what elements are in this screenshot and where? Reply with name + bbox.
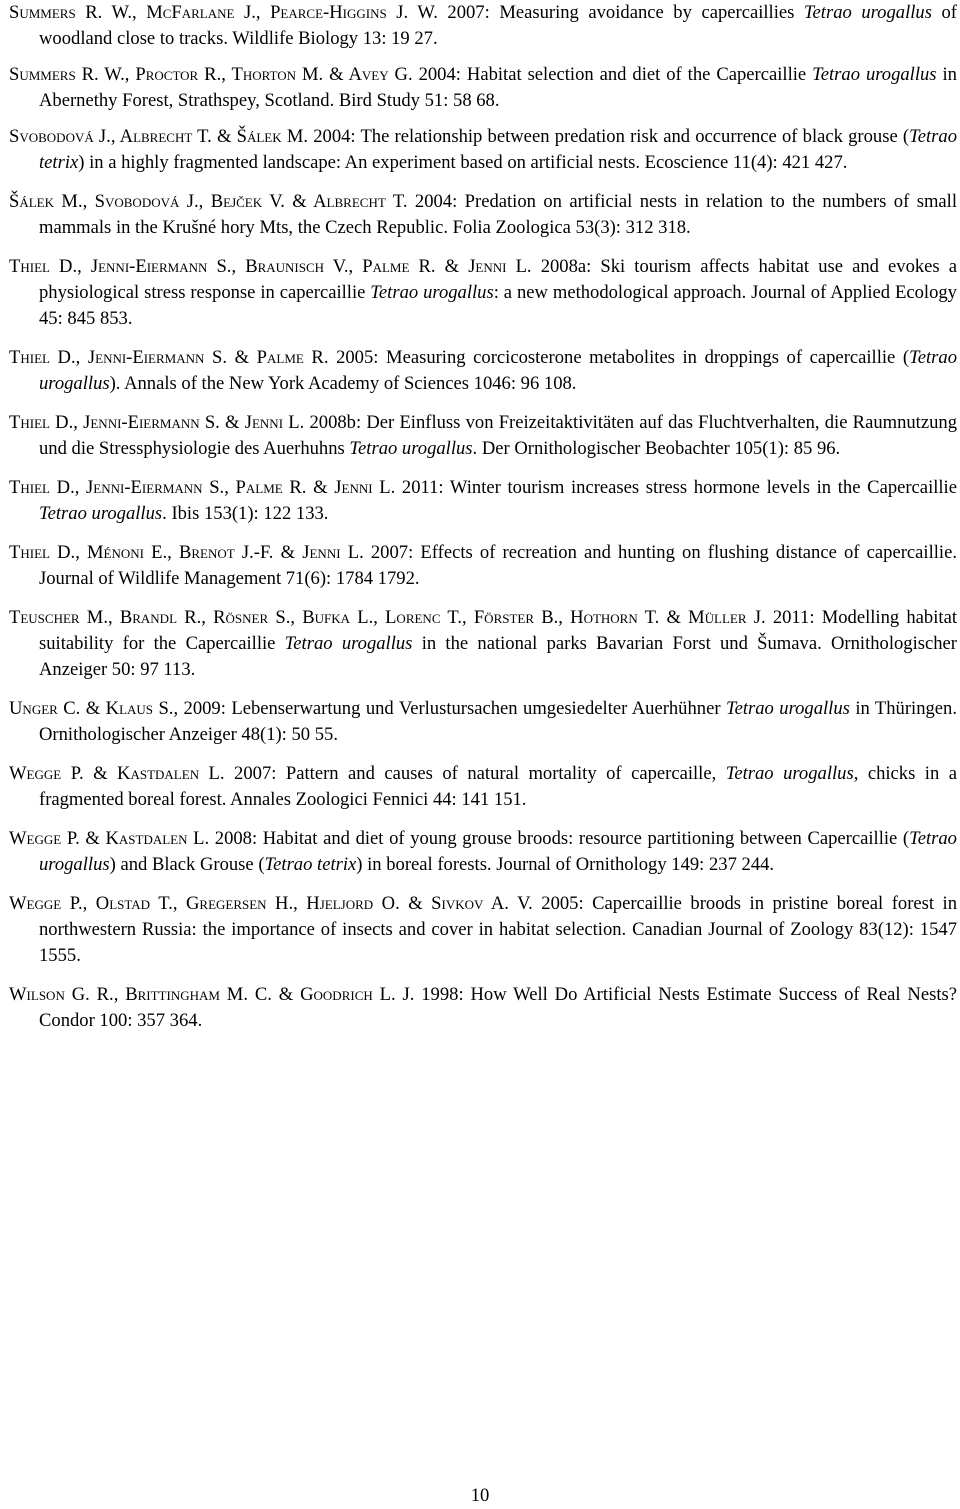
reference-entry — [9, 761, 957, 813]
ref-text: 2004: The relationship between predation risk and occurrence of black grouse ( — [308, 126, 910, 147]
ref-species-name: Tetrao urogallus — [349, 438, 473, 459]
reference-entry — [9, 62, 957, 114]
ref-text: 2008b: Der Einfluss von Freizeitaktivitäten auf das Fluchtverhalten, die Raumnutzung und die Stressphysiologie des Auerhuhns — [39, 412, 957, 459]
ref-species-name: Tetrao tetrix — [264, 854, 357, 875]
ref-species-name: Tetrao urogallus — [725, 698, 850, 719]
reference-entry — [9, 475, 957, 527]
ref-text: 2008: Habitat and diet of young grouse broods: resource partitioning between Capercaillie ( — [209, 828, 910, 849]
ref-authors: Thiel D., Jenni-Eiermann S. & Palme R. — [9, 347, 329, 368]
ref-authors: Thiel D., Ménoni E., Brenot J.-F. & Jenni L. — [9, 542, 364, 563]
ref-text: , 2009: Lebenserwartung und Verlustursachen umgesiedelter Auerhühner — [173, 698, 726, 719]
ref-text: in Abernethy Forest, Strathspey, Scotland. Bird Study 51: 58 68. — [39, 64, 957, 111]
ref-text: 2011: Winter tourism increases stress hormone levels in the Capercaillie — [395, 477, 957, 498]
ref-text: 2011: Modelling habitat suitability for the Capercaillie — [39, 607, 957, 654]
reference-entry — [9, 189, 957, 241]
ref-authors: Svobodová J., Albrecht T. & Šálek M. — [9, 126, 309, 147]
ref-species-name: Tetrao urogallus — [370, 282, 494, 303]
reference-entry — [9, 410, 957, 462]
ref-species-name: Tetrao urogallus — [284, 633, 413, 654]
reference-entry — [9, 0, 957, 52]
ref-text: of woodland close to tracks. Wildlife Biology 13: 19 27. — [39, 2, 957, 49]
ref-authors: Teuscher M., Brandl R., Rösner S., Bufka L., Lorenc T., Förster B., Hothorn T. & Müller J. — [9, 607, 766, 628]
reference-entry — [9, 696, 957, 748]
ref-text: in Thüringen. Ornithologischer Anzeiger 48(1): 50 55. — [39, 698, 957, 745]
ref-species-name: Tetrao urogallus — [39, 347, 957, 394]
reference-entry — [9, 982, 957, 1034]
ref-text: 2007: Measuring avoidance by capercaillies — [437, 2, 804, 23]
ref-authors: Thiel D., Jenni-Eiermann S., Palme R. & Jenni L. — [9, 477, 396, 498]
reference-entry — [9, 345, 957, 397]
reference-list — [9, 0, 957, 1047]
ref-authors: Thiel D., Jenni-Eiermann S., Braunisch V., Palme R. & Jenni L. — [9, 256, 532, 277]
ref-authors: Wegge P. & Kastdalen L. — [9, 763, 225, 784]
ref-text: ) in a highly fragmented landscape: An experiment based on artificial nests. Ecoscience 11(4): 421 427. — [78, 152, 848, 173]
page-number: 10 — [470, 1485, 490, 1506]
ref-authors: Wilson G. R., Brittingham M. C. & Goodrich L. J. — [9, 984, 415, 1005]
ref-text: 2005: Capercaillie broods in pristine boreal forest in northwestern Russia: the importance of insects and cover in habitat selection. Canadian Journal of Zoology 83(12): 1547 1555. — [39, 893, 958, 966]
ref-text: 2004: Habitat selection and diet of the Capercaillie — [412, 64, 813, 85]
ref-species-name: Tetrao urogallus — [803, 2, 932, 23]
ref-species-name: Tetrao urogallus — [812, 64, 937, 85]
reference-entry — [9, 254, 957, 332]
reference-entry — [9, 540, 957, 592]
ref-species-name: Tetrao tetrix — [39, 126, 957, 173]
ref-text: in the national parks Bavarian Forst und Šumava. Ornithologischer Anzeiger 50: 97 113. — [39, 633, 957, 680]
ref-text: . Ibis 153(1): 122 133. — [162, 503, 329, 524]
ref-text: ). Annals of the New York Academy of Sciences 1046: 96 108. — [109, 373, 577, 394]
ref-text: . Der Ornithologischer Beobachter 105(1): 85 96. — [472, 438, 841, 459]
ref-text: 2008a: Ski tourism affects habitat use and evokes a physiological stress response in capercaillie — [39, 256, 957, 303]
ref-authors: Summers R. W., McFarlane J., Pearce-Higgins J. W. — [9, 2, 438, 23]
ref-text: 2004: Predation on artificial nests in relation to the numbers of small mammals in the Krušné hory Mts, the Czech Republic. Folia Zoologica 53(3): 312 318. — [39, 191, 957, 238]
ref-text: : a new methodological approach. Journal of Applied Ecology 45: 845 853. — [39, 282, 957, 329]
ref-text: ) in boreal forests. Journal of Ornithology 149: 237 244. — [356, 854, 775, 875]
ref-authors: Thiel D., Jenni-Eiermann S. & Jenni L. — [9, 412, 305, 433]
ref-text: 2007: Effects of recreation and hunting on flushing distance of capercaillie. Journal of Wildlife Management 71(6): 1784 1792. — [39, 542, 957, 589]
ref-authors: Summers R. W., Proctor R., Thorton M. & Avey G. — [9, 64, 413, 85]
ref-authors: Wegge P., Olstad T., Gregersen H., Hjeljord O. & Sivkov A. V. — [9, 893, 533, 914]
ref-authors: Wegge P. & Kastdalen L. — [9, 828, 210, 849]
ref-species-name: Tetrao urogallus — [39, 503, 163, 524]
ref-text: 1998: How Well Do Artificial Nests Estimate Success of Real Nests? Condor 100: 357 364. — [39, 984, 957, 1031]
reference-entry — [9, 891, 957, 969]
ref-text: ) and Black Grouse ( — [109, 854, 265, 875]
ref-text: 2005: Measuring corcicosterone metabolites in droppings of capercaillie ( — [328, 347, 910, 368]
ref-authors: Šálek M., Svobodová J., Bejček V. & Albrecht T. — [9, 191, 408, 212]
ref-authors: Unger C. & Klaus S. — [9, 698, 174, 719]
reference-entry — [9, 605, 957, 683]
ref-text: , chicks in a fragmented boreal forest. Annales Zoologici Fennici 44: 141 151. — [39, 763, 958, 810]
ref-species-name: Tetrao urogallus — [39, 828, 957, 875]
ref-text: 2007: Pattern and causes of natural mortality of capercaille, — [224, 763, 726, 784]
ref-species-name: Tetrao urogallus — [725, 763, 854, 784]
reference-entry — [9, 826, 957, 878]
reference-entry — [9, 124, 957, 176]
